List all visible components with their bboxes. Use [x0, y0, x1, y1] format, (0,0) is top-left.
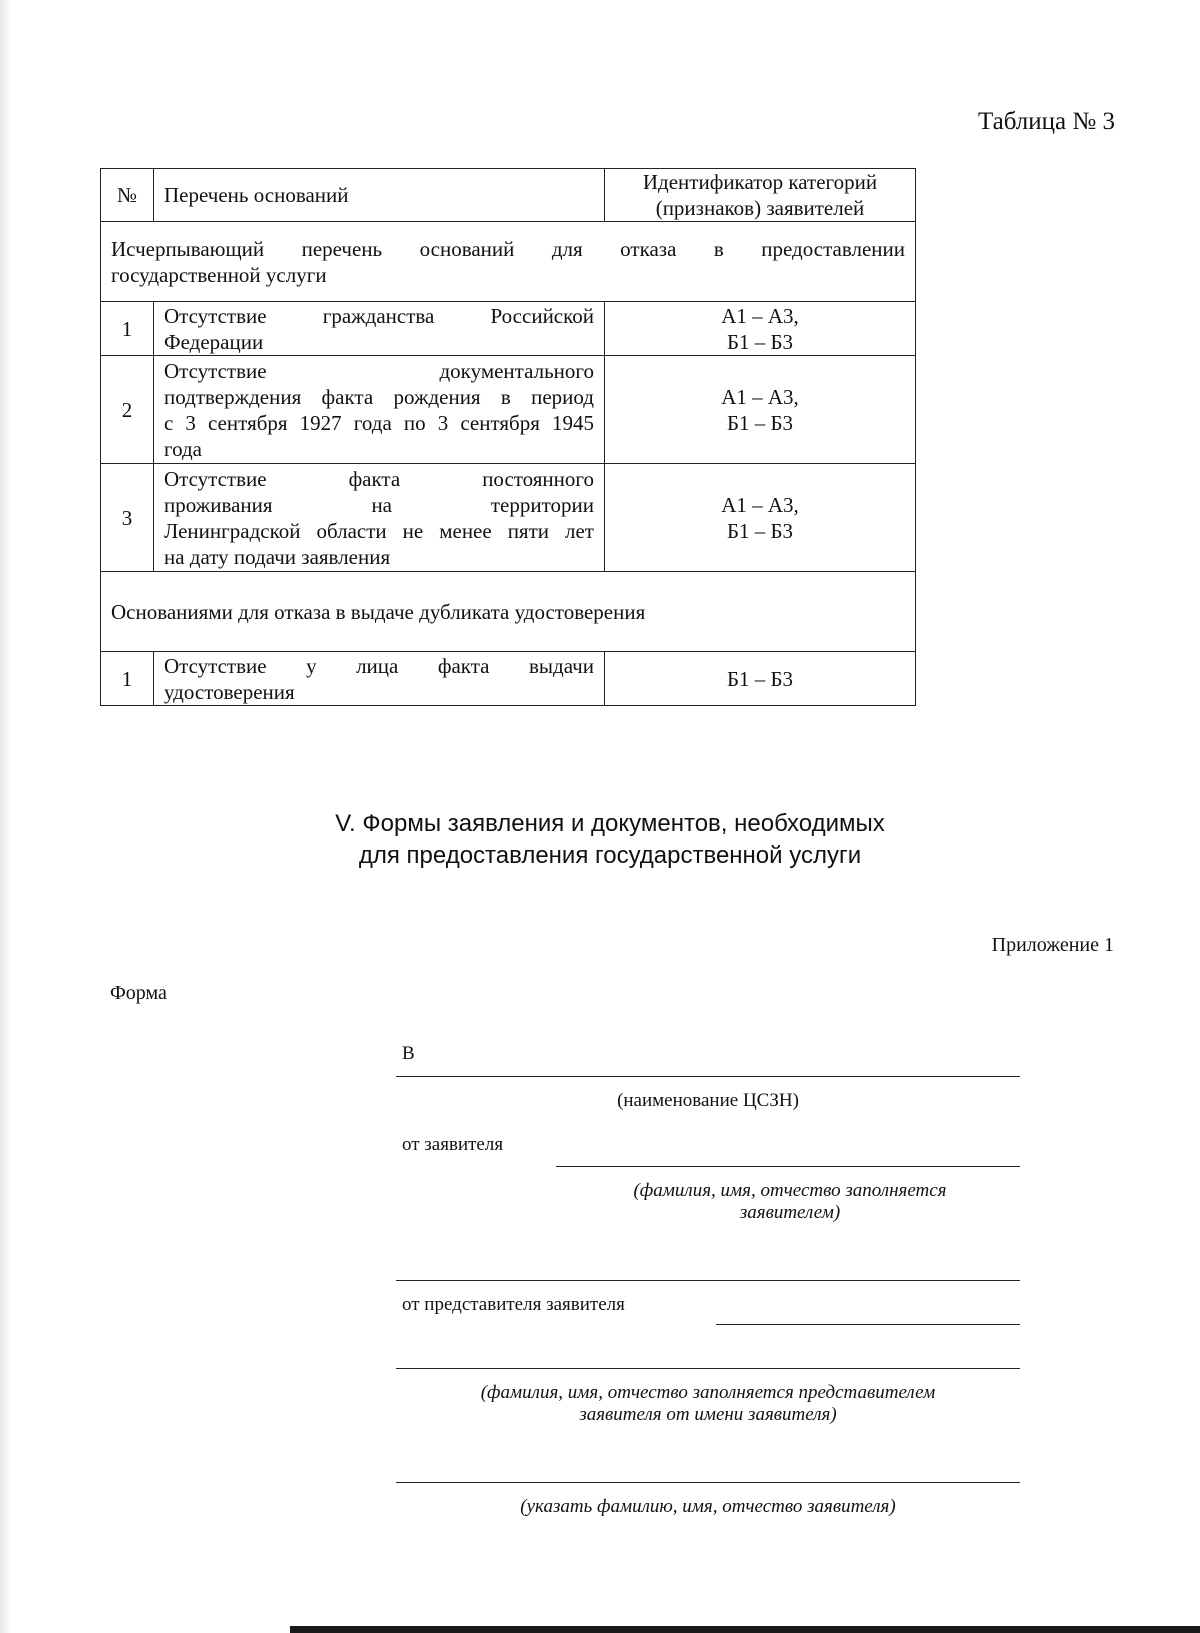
header-ident: [605, 169, 916, 222]
row-num: 3: [101, 464, 154, 572]
from-representative-label: от представителя заявителя: [402, 1294, 625, 1315]
header-ident-line2: (признаков) заявителей: [655, 196, 865, 220]
row-ident-line: Б1 – Б3: [726, 666, 794, 691]
row-ident-line: Б1 – Б3: [726, 410, 794, 435]
final-caption: (указать фамилию, имя, отчество заявителя): [520, 1496, 896, 1517]
row-ident-line: А1 – А3,: [721, 303, 799, 328]
representative-line-2: [396, 1368, 1020, 1369]
row-reason-line: подтверждения факта рождения в период: [164, 384, 594, 409]
row-reason-line: Отсутствие гражданства Российской: [164, 303, 594, 328]
section-heading-line1: V. Формы заявления и документов, необходимых: [335, 810, 885, 837]
representative-caption: [396, 1382, 1020, 1426]
row-num: 2: [101, 356, 154, 464]
table-row: [101, 302, 916, 356]
from-applicant-label: от заявителя: [402, 1134, 504, 1155]
form-label: Форма: [110, 982, 167, 1004]
header-ident-line1: Идентификатор категорий: [642, 170, 878, 194]
row-reason-line: года: [164, 436, 202, 461]
row-reason: [154, 652, 605, 706]
section2-title-row: [101, 572, 916, 652]
row-reason-line: Отсутствие у лица факта выдачи: [164, 653, 594, 678]
row-reason-line: на дату подачи заявления: [164, 544, 391, 569]
row-reason-line: Федерации: [164, 329, 264, 354]
applicant-extra-line: [396, 1280, 1020, 1281]
table-header-row: [101, 169, 916, 222]
row-num: 1: [101, 302, 154, 356]
section1-title: [101, 222, 916, 302]
applicant-caption-line2: заявителем): [739, 1202, 841, 1223]
to-line: [396, 1076, 1020, 1077]
section2-title: Основаниями для отказа в выдаче дубликата удостоверения: [101, 572, 916, 652]
section-heading-line2: для предоставления государственной услуги: [358, 842, 862, 869]
row-ident-line: А1 – А3,: [721, 384, 799, 409]
final-line: [396, 1482, 1020, 1483]
to-prefix: В: [402, 1043, 415, 1064]
grounds-table: [100, 168, 916, 706]
row-ident: [605, 302, 916, 356]
appendix-label: Приложение 1: [991, 934, 1114, 956]
section1-title-line1: Исчерпывающий перечень оснований для отказа в предоставлении: [111, 236, 905, 261]
row-reason-line: с 3 сентября 1927 года по 3 сентября 1945: [164, 410, 594, 435]
row-reason-line: Отсутствие документального: [164, 358, 594, 383]
header-num: №: [101, 169, 154, 222]
table-number: Таблица № 3: [977, 108, 1115, 135]
row-ident: [605, 652, 916, 706]
row-ident: [605, 464, 916, 572]
header-reason-text: Перечень оснований: [164, 183, 349, 207]
row-ident-line: Б1 – Б3: [726, 329, 794, 354]
representative-caption-line1: (фамилия, имя, отчество заполняется представителем: [480, 1382, 936, 1403]
row-ident-line: Б1 – Б3: [726, 518, 794, 543]
representative-line: [716, 1324, 1020, 1325]
applicant-caption: [560, 1180, 1020, 1224]
row-reason-line: удостоверения: [164, 679, 295, 704]
table-row: [101, 356, 916, 464]
applicant-caption-line1: (фамилия, имя, отчество заполняется: [633, 1180, 947, 1201]
row-reason-line: проживания на территории: [164, 492, 594, 517]
row-ident: [605, 356, 916, 464]
row-reason-line: Ленинградской области не менее пяти лет: [164, 518, 594, 543]
row-reason: [154, 356, 605, 464]
row-reason: [154, 464, 605, 572]
row-reason-line: Отсутствие факта постоянного: [164, 466, 594, 491]
section-heading: [200, 808, 1020, 872]
header-reason: [154, 169, 605, 222]
applicant-line: [556, 1166, 1020, 1167]
representative-caption-line2: заявителя от имени заявителя): [579, 1404, 837, 1425]
row-num: 1: [101, 652, 154, 706]
section1-title-line2: государственной услуги: [111, 262, 327, 287]
table-row: [101, 652, 916, 706]
row-ident-line: А1 – А3,: [721, 492, 799, 517]
row-reason: [154, 302, 605, 356]
section1-title-row: [101, 222, 916, 302]
to-caption: (наименование ЦСЗН): [617, 1090, 799, 1111]
scan-bottom-edge: [290, 1626, 1200, 1633]
scan-left-edge: [0, 0, 12, 1633]
table-row: [101, 464, 916, 572]
